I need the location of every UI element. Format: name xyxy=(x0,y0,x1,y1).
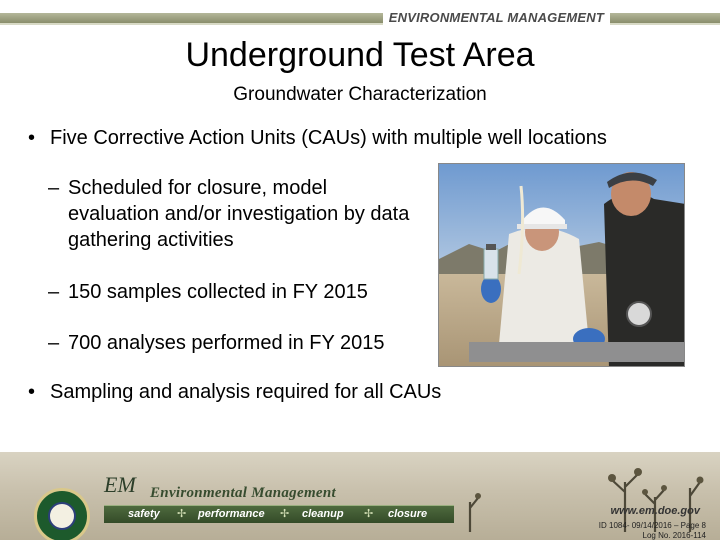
photo-illustration xyxy=(439,164,685,367)
bullet-text: Sampling and analysis required for all CAUs xyxy=(50,381,442,403)
tagline-separator: ✢ xyxy=(280,508,290,520)
bullet-dot: • xyxy=(28,381,36,403)
slide-footer xyxy=(0,452,720,540)
tagline-bar xyxy=(104,505,454,523)
tagline-item: safety xyxy=(128,508,160,520)
sub-bullet-item xyxy=(48,175,423,253)
field-sampling-photo xyxy=(438,163,685,367)
log-number: Log No. 2016-114 xyxy=(642,531,706,540)
tagline-item: closure xyxy=(388,508,428,520)
bullet-dot: • xyxy=(28,127,36,149)
em-footer-title: Environmental Management xyxy=(150,485,336,501)
sub-bullet-item xyxy=(48,330,428,356)
tagline-item: cleanup xyxy=(302,508,344,520)
sub-bullet-text: 150 samples collected in FY 2015 xyxy=(68,281,368,303)
sub-bullet-dash: – xyxy=(48,177,60,199)
slide-subtitle: Groundwater Characterization xyxy=(233,84,487,105)
website-url[interactable]: www.em.doe.gov xyxy=(610,505,700,517)
sub-bullet-text: Scheduled for closure, model evaluation and/or investigation by data gathering activities xyxy=(68,177,410,251)
tagline-separator: ✢ xyxy=(177,508,187,520)
sub-bullet-dash: – xyxy=(48,281,60,303)
tagline-separator: ✢ xyxy=(364,508,374,520)
document-id: ID 1084- 09/14/2016 – Page 8 xyxy=(598,521,706,530)
sub-bullet-text: 700 analyses performed in FY 2015 xyxy=(68,332,385,354)
doe-seal xyxy=(34,488,90,540)
brand-label: ENVIRONMENTAL MANAGEMENT xyxy=(388,9,604,25)
doe-seal-emblem xyxy=(48,502,76,530)
em-logo: EM xyxy=(104,472,136,497)
header-band-highlight xyxy=(0,23,720,25)
header-band xyxy=(0,13,720,23)
bullet-text: Five Corrective Action Units (CAUs) with multiple well locations xyxy=(50,127,607,149)
sub-bullet-dash: – xyxy=(48,332,60,354)
sub-bullet-item xyxy=(48,279,428,305)
brand-banner xyxy=(383,9,610,25)
slide-title: Underground Test Area xyxy=(185,36,535,74)
tagline-item: performance xyxy=(198,508,265,520)
